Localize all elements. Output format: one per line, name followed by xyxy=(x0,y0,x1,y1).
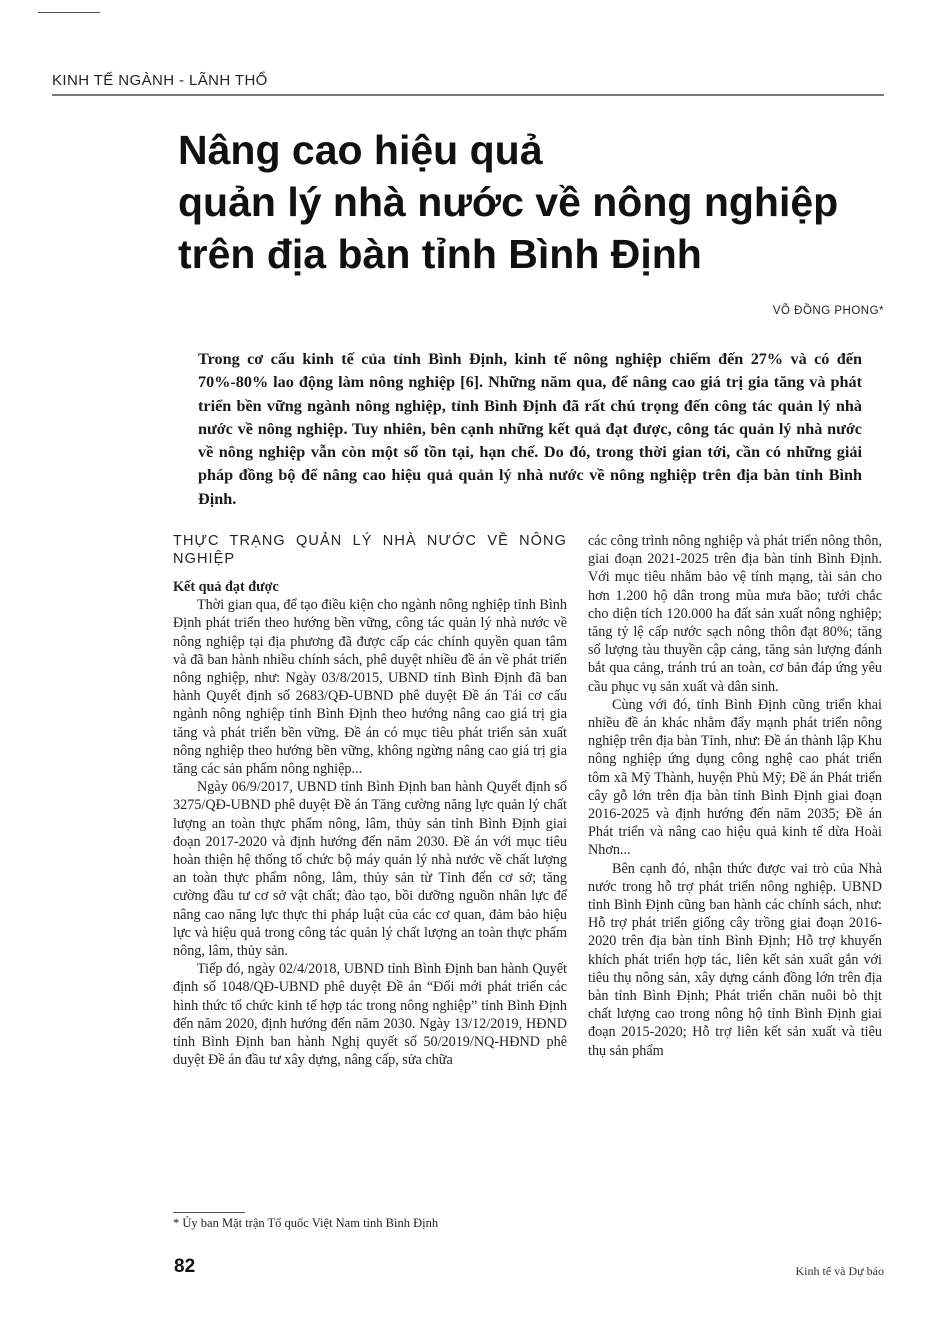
body-paragraph: Tiếp đó, ngày 02/4/2018, UBND tỉnh Bình Định ban hành Quyết định số 1048/QĐ-UBND phê duyệt Đề án “Đổi mới phát triển các hình thức tổ chức kinh tế hợp tác trong nông nghiệp” tỉnh Bình Định đến năm 2020, định hướng đến năm 2030. Ngày 13/12/2019, HĐND tỉnh Bình Định ban hành Nghị quyết số 50/2019/NQ-HĐND phê duyệt Đề án đầu tư xây dựng, nâng cấp, sửa chữa xyxy=(173,961,567,1069)
footnote: * Ủy ban Mặt trận Tổ quốc Việt Nam tỉnh Bình Định xyxy=(173,1216,439,1230)
left-column xyxy=(173,532,567,1204)
author-name: VÕ ĐỒNG PHONG* xyxy=(772,305,884,317)
section-label: KINH TẾ NGÀNH - LÃNH THỔ xyxy=(52,72,268,89)
footnote-divider xyxy=(173,1212,245,1213)
body-paragraph: Bên cạnh đó, nhận thức được vai trò của Nhà nước trong hỗ trợ phát triển nông nghiệp. UBND tỉnh Bình Định cũng ban hành các chính sách, như: Hỗ trợ phát triển giống cây trồng giai đoạn 2016-2020 trên địa bàn tỉnh Bình Định; Hỗ trợ khuyến khích phát triển hợp tác, liên kết sản xuất gắn với tiêu thụ nông sản, xây dựng cánh đồng lớn trên địa bàn tỉnh Bình Định; Phát triển chăn nuôi bò thịt chất lượng cao trong nông hộ tỉnh Bình Định giai đoạn 2015-2020; Hỗ trợ liên kết sản xuất và tiêu thụ sản phẩm xyxy=(588,860,882,1059)
body-paragraph-continued: các công trình nông nghiệp và phát triển nông thôn, giai đoạn 2021-2025 trên địa bàn tỉnh Bình Định. Với mục tiêu nhằm bảo vệ tính mạng, tài sản cho hơn 1.200 hộ dân trong mùa mưa bão; tưới chắc cho diện tích 120.000 ha đất sản xuất nông nghiệp; tăng tỷ lệ cấp nước sạch nông thôn đạt 80%; tăng số lượng tàu thuyền cập cảng, tăng sản lượng đánh bắt qua cảng, tránh trú an toàn, cơ bản đáp ứng yêu cầu phục vụ sản xuất và dân sinh. xyxy=(588,533,882,695)
right-column xyxy=(588,532,882,1204)
title-line: Nâng cao hiệu quả xyxy=(178,127,543,173)
title-line: quản lý nhà nước về nông nghiệp xyxy=(178,179,839,225)
article-title xyxy=(178,124,898,280)
body-paragraph: Ngày 06/9/2017, UBND tỉnh Bình Định ban hành Quyết định số 3275/QĐ-UBND phê duyệt Đề án Tăng cường năng lực quản lý chất lượng an toàn thực phẩm nông, lâm, thủy sản tỉnh Bình Định giai đoạn 2017-2020 và định hướng đến năm 2030. Đề án với mục tiêu hoàn thiện hệ thống tổ chức bộ máy quản lý nhà nước về chất lượng an toàn thực phẩm nông, lâm, thủy sản từ Tỉnh đến cơ sở; tăng cường đầu tư cơ sở vật chất; đào tạo, bồi dưỡng nguồn nhân lực để nâng cao năng lực thực thi pháp luật của các cơ quan, đảm bảo hiệu lực và hiệu quả trong công tác quản lý chất lượng an toàn thực phẩm nông, lâm, thủy sản. xyxy=(173,779,567,960)
article-abstract: Trong cơ cấu kinh tế của tỉnh Bình Định, kinh tế nông nghiệp chiếm đến 27% và có đến 70%-80% lao động làm nông nghiệp [6]. Những năm qua, để nâng cao giá trị gia tăng và phát triển bền vững ngành nông nghiệp, tỉnh Bình Định đã rất chú trọng đến công tác quản lý nhà nước về nông nghiệp. Tuy nhiên, bên cạnh những kết quả đạt được, công tác quản lý nhà nước về nông nghiệp vẫn còn một số tồn tại, hạn chế. Do đó, trong thời gian tới, cần có những giải pháp đồng bộ để nâng cao hiệu quả quản lý nhà nước về nông nghiệp trên địa bàn tỉnh Bình Định. xyxy=(198,350,862,508)
top-corner-rule xyxy=(38,12,100,13)
journal-name: Kinh tế và Dự báo xyxy=(795,1264,884,1278)
section-heading: THỰC TRẠNG QUẢN LÝ NHÀ NƯỚC VỀ NÔNG NGHIỆP xyxy=(173,533,567,567)
title-line: trên địa bàn tỉnh Bình Định xyxy=(178,231,702,277)
body-paragraph: Cùng với đó, tỉnh Bình Định cũng triển khai nhiều đề án khác nhằm đẩy mạnh phát triển nông nghiệp trên địa bàn Tỉnh, như: Đề án thành lập Khu nông nghiệp ứng dụng công nghệ cao phát triển tôm xã Mỹ Thành, huyện Phù Mỹ; Đề án Phát triển cây gỗ lớn trên địa bàn tỉnh Bình Định giai đoạn 2016-2025 và định hướng đến năm 2035; Đề án Phát triển và nâng cao hiệu quả kinh tế dừa Hoài Nhơn... xyxy=(588,696,882,859)
header-divider xyxy=(52,94,884,96)
subheading: Kết quả đạt được xyxy=(173,579,279,595)
body-paragraph: Thời gian qua, để tạo điều kiện cho ngành nông nghiệp tỉnh Bình Định phát triển theo hướng bền vững, công tác quản lý nhà nước về nông nghiệp tại địa phương đã được cấp các chính quyền quan tâm và đã ban hành nhiều chính sách, phê duyệt nhiều đề án về phát triển nông nghiệp, như: Ngày 03/8/2015, UBND tỉnh Bình Định đã ban hành Quyết định số 2683/QĐ-UBND phê duyệt Đề án Tái cơ cấu ngành nông nghiệp tỉnh Bình Định theo hướng nâng cao giá trị gia tăng và phát triển bền vững. Đề án có mục tiêu phát triển sản xuất nông nghiệp theo hướng bền vững, không ngừng nâng cao giá trị gia tăng các sản phẩm nông nghiệp... xyxy=(173,597,567,778)
page-number: 82 xyxy=(174,1256,196,1277)
